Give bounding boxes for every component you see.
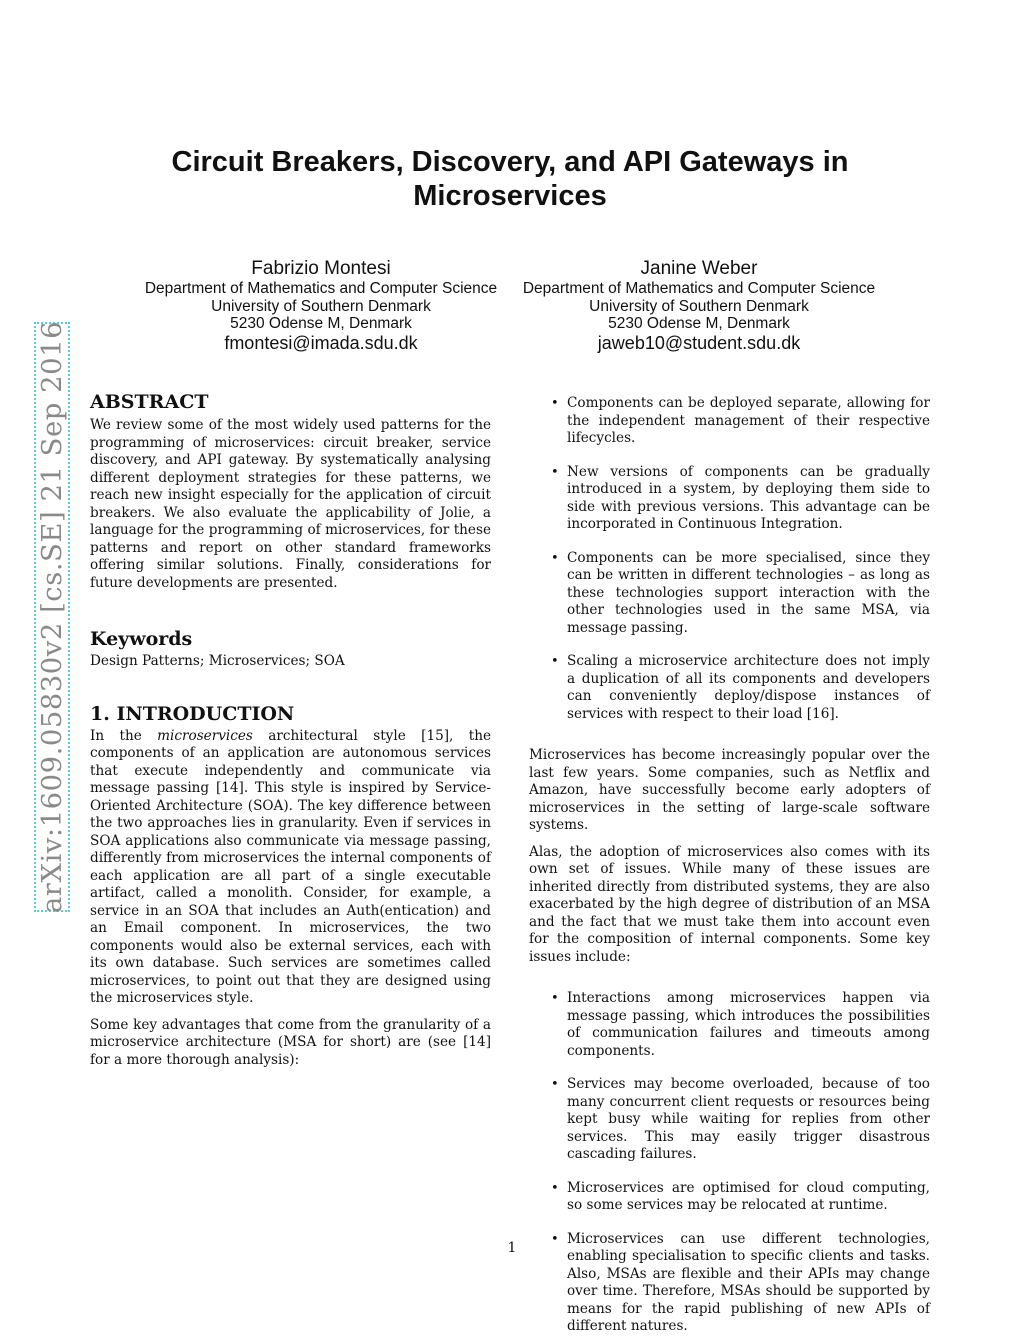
list-item-text: New versions of components can be gradually introduced in a system, by deploying them side to side with previous versions. This advantage can be incorporated in Continuous Integration.: [567, 463, 930, 532]
bullet-icon: •: [551, 396, 559, 411]
author-block-2: [519, 258, 879, 353]
list-item-text: Components can be more specialised, since they can be written in different technologies – as long as these technologies support interaction with the other technologies used in the same MSA, via message passing.: [567, 549, 930, 636]
advantages-list: [529, 395, 930, 723]
page-number: 1: [507, 1240, 517, 1256]
list-item: [529, 464, 930, 534]
author-university: University of Southern Denmark: [211, 297, 431, 315]
bullet-icon: •: [551, 1180, 559, 1196]
list-item: [529, 990, 930, 1060]
left-column: [90, 391, 491, 1078]
intro-text-rest: architectural style [15], the components of an application are autonomous services that execute independently and communicate via message passing [14]. This style is inspired by Service-Oriented Architecture (SOA). The key difference between the two approaches lies in granularity. Even if services in SOA applications also communicate via message passing, differently from microservices the internal components of each application are all part of a single executable artifact, called a monolith. Consider, for example, a service in an SOA that includes an Auth(entication) and an Email component. In microservices, the two components would also be external services, each with its own database. Such services are sometimes called microservices, to point out that they are designed using the microservices style.: [90, 727, 492, 1006]
introduction-paragraph-2: Some key advantages that come from the granularity of a microservice architecture (MSA for short) are (see [14] for a more thorough analysis):: [90, 1016, 491, 1068]
introduction-heading: 1. INTRODUCTION: [90, 702, 295, 725]
bullet-icon: •: [551, 991, 559, 1006]
body-paragraph: Microservices has become increasingly popular over the last few years. Some companies, such as Netflix and Amazon, have successfully become early adopters of microservices in the setting of large-scale software systems.: [529, 747, 930, 833]
list-item: [529, 1076, 930, 1164]
list-item-text: Scaling a microservice architecture does not imply a duplication of all its components and developers can conveniently deploy/dispose instances of services with respect to their load [16].: [567, 653, 930, 722]
list-item-text: Interactions among microservices happen via message passing, which introduces the possibilities of communication failures and timeouts among components.: [567, 990, 930, 1059]
author-email: fmontesi@imada.sdu.dk: [224, 332, 418, 353]
keywords-heading: Keywords: [90, 628, 193, 650]
author-address: 5230 Odense M, Denmark: [608, 315, 790, 332]
right-column: [529, 395, 930, 1336]
author-department: Department of Mathematics and Computer Science: [522, 280, 876, 297]
list-item-text: Services may become overloaded, because of too many concurrent client requests or resources being kept busy while waiting for replies from other services. This may easily trigger disastrous cascading failures.: [567, 1076, 930, 1162]
bullet-icon: •: [551, 1077, 559, 1092]
list-item-text: Microservices can use different technologies, enabling specialisation to specific clients and tasks. Also, MSAs are flexible and their APIs may change over time. Therefore, MSAs should be supported by means for the rapid publishing of new APIs of different natures.: [567, 1230, 930, 1334]
arxiv-identifier: arXiv:1609.05830v2 [cs.SE] 21 Sep 2016: [36, 320, 68, 914]
author-department: Department of Mathematics and Computer Science: [144, 280, 498, 297]
keywords-text: Design Patterns; Microservices; SOA: [90, 653, 345, 669]
bullet-icon: •: [551, 464, 559, 480]
author-block-1: [141, 258, 501, 353]
abstract-text: We review some of the most widely used patterns for the programming of microservices: circuit breaker, service discovery, and API gateway. By systematically analysing different deployment strategies for these patterns, we reach new insight especially for the application of circuit breakers. We also evaluate the applicability of Jolie, a language for the programming of microservices, for these patterns and report on other standard frameworks offering similar solutions. Finally, considerations for future developments are presented.: [90, 417, 491, 591]
bullet-icon: •: [551, 1231, 559, 1247]
bullet-icon: •: [551, 654, 559, 669]
author-email: jaweb10@student.sdu.dk: [597, 332, 801, 353]
abstract-heading: ABSTRACT: [90, 391, 209, 413]
list-item: [529, 395, 930, 448]
introduction-paragraph-1: [90, 728, 491, 1008]
list-item: [529, 550, 930, 638]
list-item-text: Microservices are optimised for cloud computing, so some services may be relocated at runtime.: [567, 1179, 930, 1213]
list-item: [529, 1180, 930, 1215]
list-item-text: Components can be deployed separate, allowing for the independent management of their respective lifecycles.: [567, 395, 930, 446]
paper-title: Circuit Breakers, Discovery, and API Gateways in Microservices: [171, 146, 849, 212]
author-address: 5230 Odense M, Denmark: [230, 315, 412, 332]
author-name: Fabrizio Montesi: [251, 258, 391, 279]
issues-list: [529, 990, 930, 1336]
list-item: [529, 653, 930, 723]
intro-italic-term: microservices: [157, 727, 253, 744]
bullet-icon: •: [551, 550, 559, 566]
body-paragraph: Alas, the adoption of microservices also comes with its own set of issues. While many of these issues are inherited directly from distributed systems, they are also exacerbated by the high degree of distribution of an MSA and the fact that we must take them into account even for the composition of internal components. Some key issues include:: [529, 843, 930, 965]
author-name: Janine Weber: [640, 258, 758, 279]
author-university: University of Southern Denmark: [589, 297, 809, 315]
intro-text-start: In the: [90, 727, 158, 744]
